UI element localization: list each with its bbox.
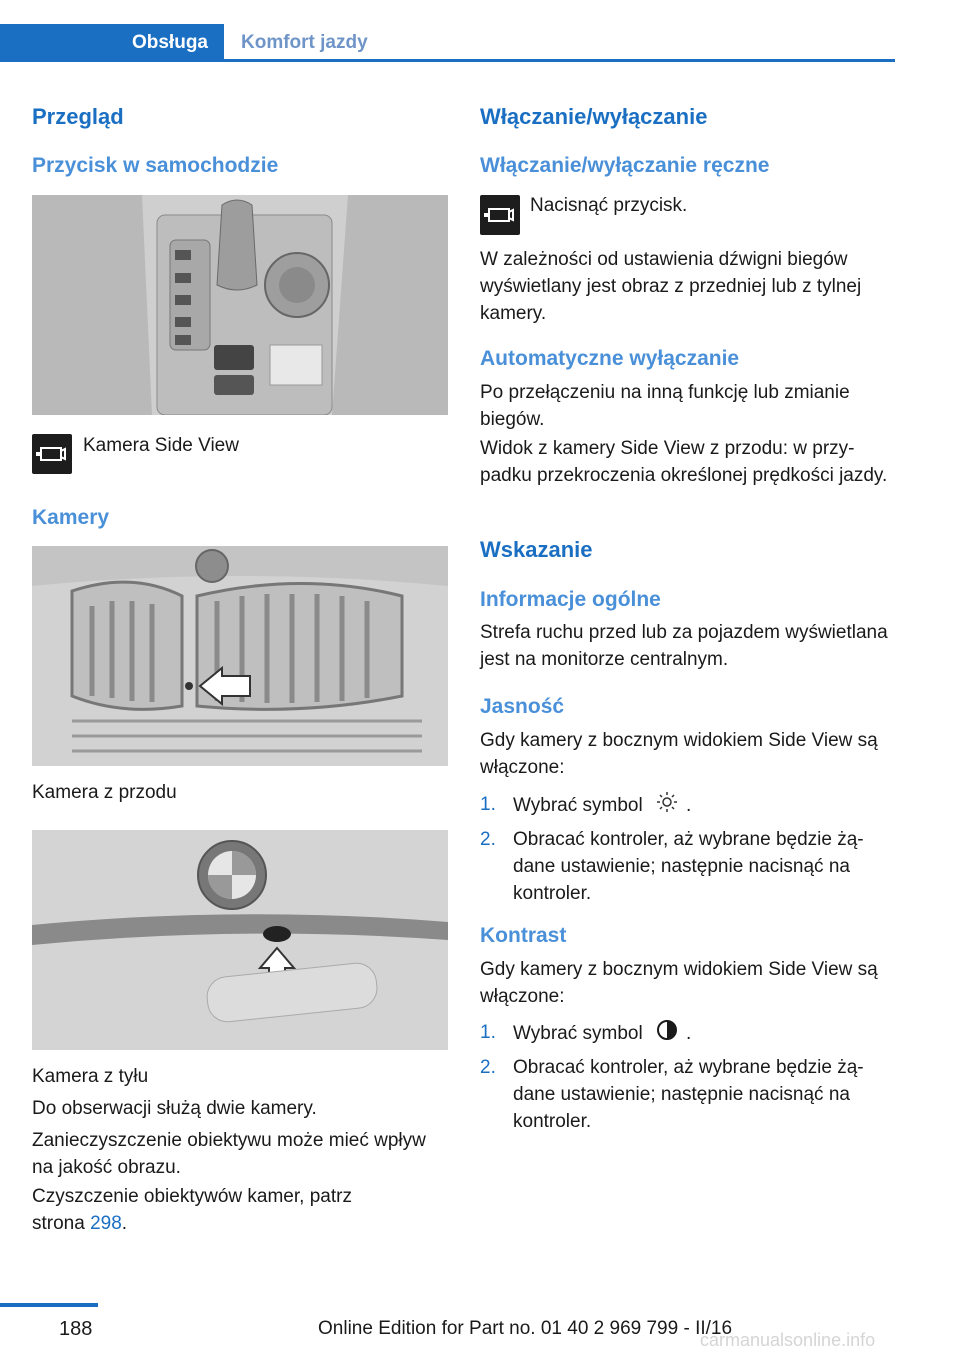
page-link-298[interactable]: 298 — [90, 1213, 122, 1234]
brightness-steps — [480, 791, 896, 912]
header-tabbar — [0, 0, 895, 62]
subheading-manual: Włączanie/wyłączanie ręczne — [480, 154, 770, 177]
heading-overview: Przegląd — [32, 104, 124, 129]
para-two-cameras: Do obserwacji służą dwie kamery. — [32, 1098, 317, 1119]
para-cleaning-page-label: strona — [32, 1213, 85, 1234]
para-cleaning — [32, 1183, 448, 1237]
console-photo — [32, 195, 448, 415]
subheading-contrast: Kontrast — [480, 924, 567, 947]
para-lens-dirt: Zanieczyszczenie obiektywu może mieć wpływ na jakość obrazu. — [32, 1130, 426, 1178]
subheading-brightness: Jasność — [480, 695, 565, 718]
step-text-after: . — [685, 795, 692, 817]
press-button-text: Nacisnąć przycisk. — [530, 195, 688, 216]
contrast-steps — [480, 1019, 896, 1140]
icon-caption: Kamera Side View — [83, 435, 239, 456]
camera-key-icon-right — [480, 195, 520, 235]
para-brightness: Gdy kamery z bocznym widokiem Side View są włączone: — [480, 730, 878, 778]
list-item — [480, 1054, 896, 1135]
step-text: Obracać kontroler, aż wybrane będzie żądane ustawienie; następnie nacisnąć na kontroler. — [513, 829, 864, 904]
para-auto-off-2: Widok z kamery Side View z przodu: w przypadku przekroczenia określonej prędkości jazdy. — [480, 438, 888, 486]
heading-on-off: Włączanie/wyłączanie — [480, 104, 708, 129]
camera-key-icon — [32, 434, 72, 474]
caption-front-camera: Kamera z przodu — [32, 782, 177, 803]
footer-edition: Online Edition for Part no. 01 40 2 969 799 - II/16 — [318, 1318, 733, 1339]
subheading-cameras: Kamery — [32, 506, 110, 529]
watermark: carmanualsonline.info — [700, 1330, 876, 1350]
rear-camera-photo — [32, 830, 448, 1050]
para-contrast: Gdy kamery z bocznym widokiem Side View są włączone: — [480, 959, 878, 1007]
step-text: Wybrać symbol — [513, 1023, 643, 1045]
step-number: 2. — [480, 829, 496, 850]
heading-display: Wskazanie — [480, 537, 593, 562]
para-general: Strefa ruchu przed lub za pojazdem wyświetlana jest na monitorze centralnym. — [480, 622, 888, 670]
page-number: 188 — [59, 1318, 93, 1340]
list-item — [480, 1019, 896, 1049]
footer-accent-line — [0, 1303, 98, 1307]
list-item — [480, 791, 896, 821]
para-auto-off-1: Po przełączeniu na inną funkcję lub zmianie biegów. — [480, 382, 850, 430]
para-cleaning-end: . — [121, 1213, 128, 1234]
tab-obsluga[interactable]: Obsługa — [0, 24, 224, 62]
caption-rear-camera: Kamera z tyłu — [32, 1066, 149, 1087]
para-cleaning-text: Czyszczenie obiektywów kamer, patrz — [32, 1186, 352, 1207]
front-camera-photo — [32, 546, 448, 766]
step-number: 1. — [480, 794, 496, 815]
contrast-icon — [656, 1019, 678, 1049]
subheading-button: Przycisk w samochodzie — [32, 154, 279, 177]
step-number: 1. — [480, 1022, 496, 1043]
tab-komfort-jazdy[interactable]: Komfort jazdy — [241, 32, 368, 53]
step-text-after: . — [685, 1023, 692, 1045]
step-text: Wybrać symbol — [513, 795, 643, 817]
subheading-auto-off: Automatyczne wyłączanie — [480, 347, 740, 370]
step-text: Obracać kontroler, aż wybrane będzie żądane ustawienie; następnie nacisnąć na kontroler. — [513, 1057, 864, 1132]
step-number: 2. — [480, 1057, 496, 1078]
subheading-general: Informacje ogólne — [480, 588, 661, 611]
list-item — [480, 826, 896, 907]
para-depending: W zależności od ustawienia dźwigni biegów wyświetlany jest obraz z przedniej lub z tylnej kamery. — [480, 249, 862, 324]
sun-icon — [656, 791, 678, 821]
